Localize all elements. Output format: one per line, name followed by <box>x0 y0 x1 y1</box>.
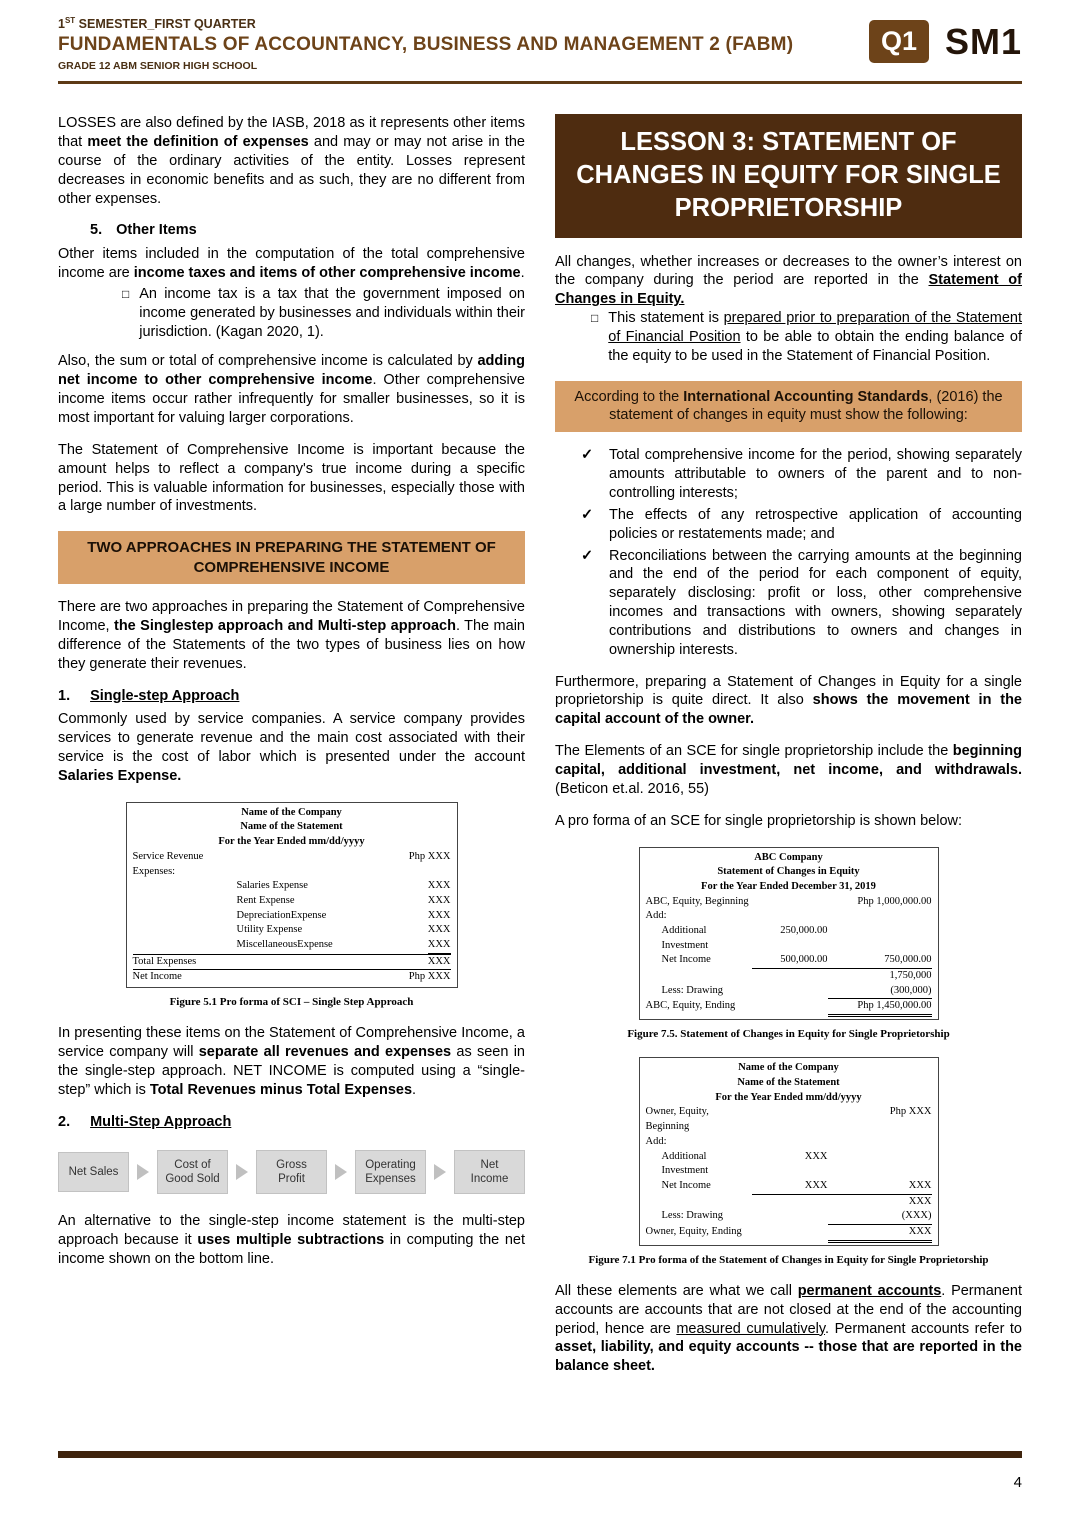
statement-table-sce-abc <box>639 847 939 1021</box>
square-bullet-icon: □ <box>591 311 599 326</box>
check-icon: ✓ <box>581 447 594 464</box>
right-column <box>555 114 1022 1389</box>
table-row: Expenses: <box>132 865 176 877</box>
table-row: Less: Drawing (300,000) <box>646 984 932 1000</box>
paragraph-multi-step-alternative: An alternative to the single-step income statement is the multi-step approach because it uses multiple subtractions in computing the net income shown on the bottom line. <box>58 1213 525 1267</box>
flow-arrow-icon <box>434 1164 446 1180</box>
heading-label: Multi-Step Approach <box>90 1113 232 1130</box>
heading-number: 2. <box>58 1113 71 1130</box>
banner-two-approaches: TWO APPROACHES IN PREPARING THE STATEMENT OF COMPREHENSIVE INCOME <box>58 531 525 584</box>
statement-title-line: Statement of Changes in Equity <box>717 866 860 878</box>
flow-arrow-icon <box>137 1164 149 1180</box>
bullet-statement-text: This statement is prepared prior to preparation of the Statement of Financial Position to be able to obtain the ending balance of the equity to be used in the Statement of Financial Position. <box>608 310 1023 364</box>
table-row: DepreciationExpense XXX <box>236 909 451 921</box>
check-icon: ✓ <box>581 506 594 523</box>
semester-label: SEMESTER_FIRST QUARTER <box>75 17 256 32</box>
figure-caption: Figure 7.5. Statement of Changes in Equity for Single Proprietorship <box>627 1028 950 1041</box>
table-row: Add: <box>645 910 667 922</box>
table-row: XXX <box>908 1195 932 1207</box>
statement-table-sce-proforma <box>639 1057 939 1245</box>
paragraph-proforma-intro: A pro forma of an SCE for single proprietorship is shown below: <box>555 812 963 829</box>
list-item-text: The effects of any retrospective application of accounting policies or restatements made; and <box>609 506 1022 542</box>
course-title: FUNDAMENTALS OF ACCOUNTANCY, BUSINESS AND MANAGEMENT 2 (FABM) <box>58 34 794 56</box>
list-item-text: Reconciliations between the carrying amounts at the beginning and the end of the period for each component of equity, separately disclosing: profit or loss, other comprehensive incomes and transactions with owners, showing separately contributions and distributions to owners and changes in ownership interests. <box>609 547 1022 658</box>
table-row: Net Income Php XXX <box>133 969 451 985</box>
statement-date-line: For the Year Ended mm/dd/yyyy <box>218 836 365 848</box>
list-item <box>555 446 1022 503</box>
figure-sci-single-step <box>58 802 525 1010</box>
lesson-title-banner: LESSON 3: STATEMENT OF CHANGES IN EQUITY FOR SINGLE PROPRIETORSHIP <box>555 114 1022 237</box>
heading-number: 1. <box>58 687 71 704</box>
statement-header <box>133 806 451 850</box>
list-item <box>555 506 1022 544</box>
footer-divider <box>58 1451 1022 1458</box>
table-row: Utility Expense XXX <box>236 924 451 936</box>
statement-company-line: Name of the Company <box>241 806 342 818</box>
table-row: Less: Drawing (XXX) <box>646 1209 932 1225</box>
table-row: MiscellaneousExpense XXX <box>133 938 451 954</box>
page-header <box>0 0 1080 72</box>
table-row: Total Expenses XXX <box>133 954 451 970</box>
table-row: Service Revenue Php XXX <box>132 850 451 862</box>
header-badges <box>869 16 1022 63</box>
quarter-badge: Q1 <box>869 20 929 63</box>
flow-step-operating-expenses: Operating Expenses <box>355 1150 426 1195</box>
table-row: Owner, Equity, Ending XXX <box>646 1225 932 1243</box>
statement-table-sci <box>126 802 458 988</box>
semester-number: 1 <box>58 17 65 32</box>
heading-label: Single-step Approach <box>90 687 240 704</box>
figure-sce-proforma <box>555 1057 1022 1267</box>
paragraph-losses: LOSSES are also defined by the IASB, 2018 as it represents other items that meet the definition of expenses and may or may not arise in the course of the ordinary activities of the entity. Losses represent decreases in economic benefits and as such, they are no different from other expenses. <box>58 115 525 207</box>
multi-step-flow-diagram <box>58 1150 525 1195</box>
paragraph-sum-comprehensive: Also, the sum or total of comprehensive income is calculated by adding net income to other comprehensive income. Other comprehensive income items occur rather infrequently for smaller businesses, so it is most important for valuing larger corporations. <box>58 353 525 426</box>
page-content <box>0 84 1080 1389</box>
heading-other-items <box>58 221 525 240</box>
header-semester <box>58 16 793 31</box>
table-row: Additional Investment XXX <box>661 1150 828 1177</box>
paragraph-presenting-items: In presenting these items on the Statement of Comprehensive Income, a service company will separate all revenues and expenses as seen in the single-step approach. NET INCOME is computed using a “single-step” which is Total Revenues minus Total Expenses. <box>58 1025 525 1098</box>
figure-sce-abc-company <box>555 847 1022 1042</box>
module-code: SM1 <box>944 20 1022 62</box>
table-row: Net Income XXX XXX <box>646 1179 932 1195</box>
grade-level: GRADE 12 ABM SENIOR HIGH SCHOOL <box>58 60 258 73</box>
table-row: Rent Expense XXX <box>236 894 451 906</box>
paragraph-sci-importance: The Statement of Comprehensive Income is important because the amount helps to reflect a company's true income during a specific period. This is valuable information for businesses, especially those with a large number of investments. <box>58 441 525 515</box>
table-row: 1,750,000 <box>889 970 932 982</box>
bullet-income-tax <box>58 285 525 342</box>
banner-ias: According to the International Accounting Standards, (2016) the statement of changes in equity must show the following: <box>555 381 1022 433</box>
statement-date-line: For the Year Ended December 31, 2019 <box>701 880 876 892</box>
header-text-block <box>58 16 793 72</box>
table-row: Additional Investment 250,000.00 <box>661 924 828 951</box>
table-row: Net Income 500,000.00 750,000.00 <box>646 953 932 969</box>
flow-step-net-sales: Net Sales <box>58 1152 129 1192</box>
paragraph-single-step: Commonly used by service companies. A service company provides services to generate revenue and the main cost associated with their service is the cost of labor which is presented under the account Salaries Expense. <box>58 711 525 784</box>
paragraph-all-changes: All changes, whether increases or decreases to the owner’s interest on the company during the period are reported in the Statement of Changes in Equity. <box>555 253 1022 308</box>
page-footer <box>58 1451 1022 1491</box>
figure-caption: Figure 5.1 Pro forma of SCI – Single Step Approach <box>169 996 414 1009</box>
statement-company-line: ABC Company <box>754 851 823 863</box>
flow-step-cogs: Cost of Good Sold <box>157 1150 228 1195</box>
table-row: ABC, Equity, Ending Php 1,450,000.00 <box>646 999 932 1017</box>
flow-step-gross-profit: Gross Profit <box>256 1150 327 1195</box>
list-item-text: Total comprehensive income for the period, showing separately amounts attributable to owners of the parent and to non-controlling interests; <box>609 447 1022 502</box>
statement-company-line: Name of the Company <box>738 1062 839 1074</box>
heading-single-step <box>58 687 525 706</box>
table-row: Salaries Expense XXX <box>236 880 451 892</box>
paragraph-sce-elements: The Elements of an SCE for single proprietorship include the beginning capital, additional investment, net income, and withdrawals. (Beticon et.al. 2016, 55) <box>555 743 1022 797</box>
ias-requirements-list <box>555 446 1022 659</box>
heading-number: 5. <box>90 222 103 239</box>
statement-title-line: Name of the Statement <box>737 1077 840 1089</box>
heading-multi-step <box>58 1113 525 1132</box>
paragraph-furthermore: Furthermore, preparing a Statement of Changes in Equity for a single proprietorship is quite direct. It also shows the movement in the capital account of the owner. <box>555 673 1022 728</box>
statement-header <box>646 1061 932 1105</box>
page-number: 4 <box>1013 1474 1022 1491</box>
list-item <box>555 547 1022 660</box>
figure-caption: Figure 7.1 Pro forma of the Statement of Changes in Equity for Single Proprietorship <box>588 1253 989 1266</box>
table-row: Owner, Equity, Beginning Php XXX <box>645 1106 932 1133</box>
flow-step-net-income: Net Income <box>454 1150 525 1195</box>
statement-title-line: Name of the Statement <box>240 821 343 833</box>
semester-ordinal: ST <box>64 16 76 25</box>
bullet-income-tax-text: An income tax is a tax that the government imposed on income generated by businesses and individuals within their jurisdiction. (Kagan 2020, 1). <box>139 285 525 340</box>
square-bullet-icon: □ <box>122 286 130 301</box>
check-icon: ✓ <box>581 547 594 564</box>
heading-label: Other Items <box>116 222 197 239</box>
bullet-statement-prepared <box>555 309 1022 366</box>
paragraph-permanent-accounts: All these elements are what we call permanent accounts. Permanent accounts are accounts that are not closed at the end of the accounting period, hence are measured cumulatively. Permanent accounts refer to asset, liability, and equity accounts -- those that are reported in the balance sheet. <box>555 1282 1022 1375</box>
paragraph-other-items: Other items included in the computation of the total comprehensive income are income taxes and items of other comprehensive income. <box>58 246 525 282</box>
flow-arrow-icon <box>236 1164 248 1180</box>
left-column <box>58 114 525 1389</box>
table-row: ABC, Equity, Beginning Php 1,000,000.00 <box>645 895 932 907</box>
flow-arrow-icon <box>335 1164 347 1180</box>
table-row: Add: <box>645 1135 667 1147</box>
statement-header <box>646 851 932 895</box>
statement-date-line: For the Year Ended mm/dd/yyyy <box>715 1091 862 1103</box>
paragraph-two-approaches: There are two approaches in preparing the Statement of Comprehensive Income, the Singlestep approach and Multi-step approach. The main difference of the Statements of the two types of business lies on how they generate their revenues. <box>58 599 525 672</box>
